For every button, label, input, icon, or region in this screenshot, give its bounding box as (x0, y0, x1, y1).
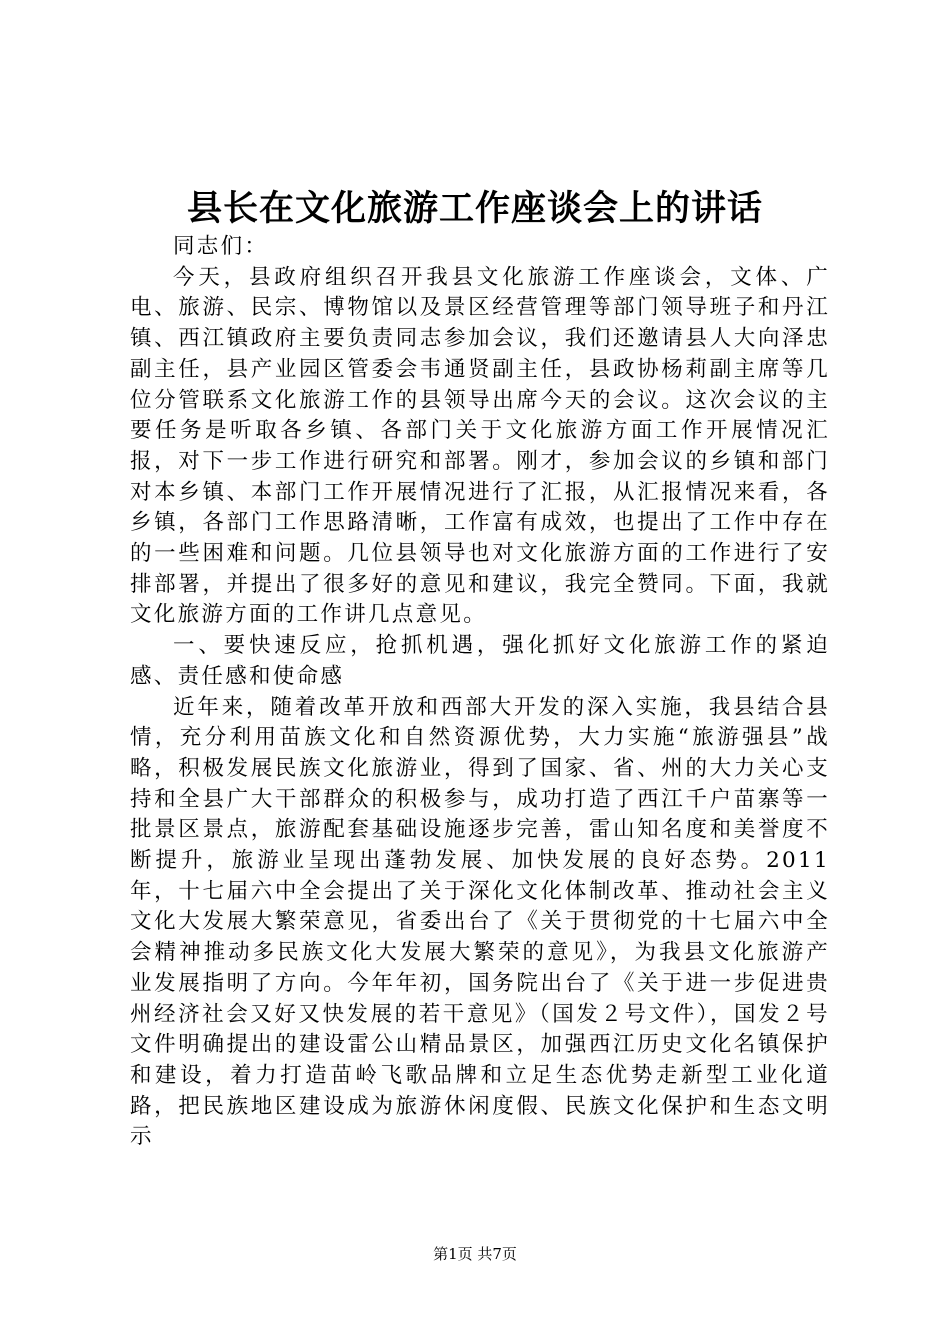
page-number-footer: 第1页 共7页 (433, 1245, 517, 1263)
paragraph-salutation: 同志们： (173, 234, 269, 259)
section-heading-1: 一、要快速反应，抢抓机遇，强化抓好文化旅游工作的紧迫感、责任感和使命感 (130, 633, 830, 689)
document-title: 县长在文化旅游工作座谈会上的讲话 (186, 188, 763, 229)
paragraph-section-1: 近年来，随着改革开放和西部大开发的深入实施，我县结合县情，充分利用苗族文化和自然资源优势，大力实施“旅游强县”战略，积极发展民族文化旅游业，得到了国家、省、州的大力关心支持和全县广大干部群众的积极参与，成功打造了西江千户苗寨等一批景区景点，旅游配套基础设施逐步完善，雷山知名度和美誉度不断提升，旅游业呈现出蓬勃发展、加快发展的良好态势。2011年，十七届六中全会提出了关于深化文化体制改革、推动社会主义文化大发展大繁荣意见，省委出台了《关于贯彻党的十七届六中全会精神推动多民族文化大发展大繁荣的意见》，为我县文化旅游产业发展指明了方向。今年年初，国务院出台了《关于进一步促进贵州经济社会又好又快发展的若干意见》（国发２号文件），国发２号文件明确提出的建设雷公山精品景区，加强西江历史文化名镇保护和建设，着力打造苗岭飞歌品牌和立足生态优势走新型工业化道路，把民族地区建设成为旅游休闲度假、民族文化保护和生态文明示 (130, 694, 830, 1150)
paragraph-intro: 今天，县政府组织召开我县文化旅游工作座谈会，文体、广电、旅游、民宗、博物馆以及景区经营管理等部门领导班子和丹江镇、西江镇政府主要负责同志参加会议，我们还邀请县人大向泽忠副主任，县产业园区管委会韦通贤副主任，县政协杨莉副主席等几位分管联系文化旅游工作的县领导出席今天的会议。这次会议的主要任务是听取各乡镇、各部门关于文化旅游方面工作开展情况汇报，对下一步工作进行研究和部署。刚才，参加会议的乡镇和部门对本乡镇、本部门工作开展情况进行了汇报，从汇报情况来看，各乡镇，各部门工作思路清晰，工作富有成效，也提出了工作中存在的一些困难和问题。几位县领导也对文化旅游方面的工作进行了安排部署，并提出了很多好的意见和建议，我完全赞同。下面，我就文化旅游方面的工作讲几点意见。 (130, 264, 830, 628)
document-body (130, 232, 830, 1153)
